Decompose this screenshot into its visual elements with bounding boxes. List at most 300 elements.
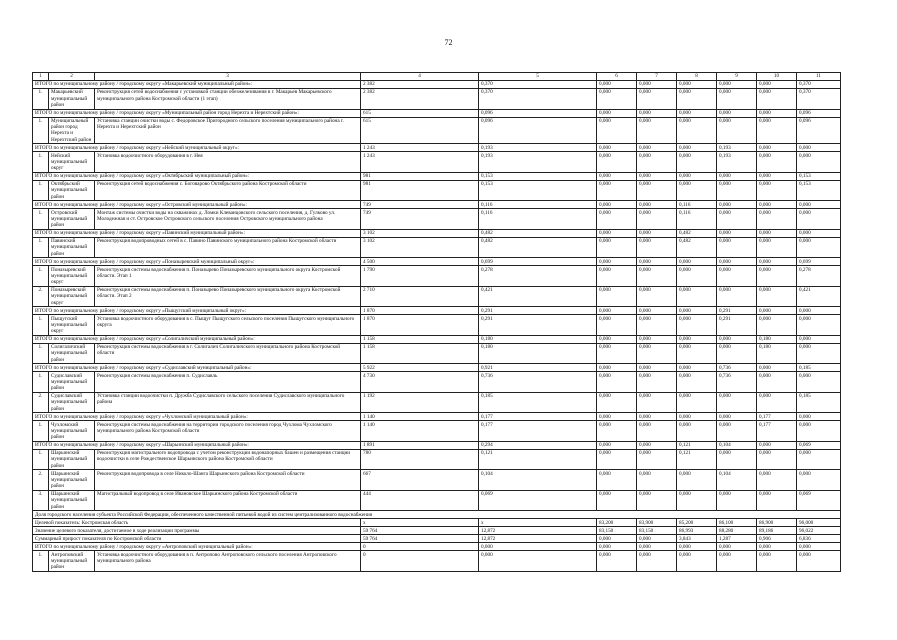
value-cell: 0,000 <box>637 117 677 144</box>
value-cell: 83,900 <box>637 519 677 527</box>
value-cell: 0,000 <box>797 372 841 392</box>
row-number: 2. <box>33 392 49 412</box>
value-cell: 0,000 <box>597 490 637 510</box>
value-cell: 0,000 <box>797 315 841 335</box>
municipality-name: Макарьевский муниципальный район <box>49 89 95 109</box>
value-cell: 0,000 <box>677 413 717 421</box>
value-cell: 3 102 <box>361 237 479 257</box>
value-cell: 0,000 <box>677 81 717 89</box>
project-row <box>33 180 841 200</box>
project-description: Монтаж системы очистки воды на скважинах д. Ломки Клеванцовского сельского поселения, д. Гулково ул. Молодежная и ст. Островское Островского сельского поселения Островского муниципального района <box>95 209 361 229</box>
project-description: Магистральный водопровод в селе Ивановское Шарьинского района Костромской области <box>95 490 361 510</box>
value-cell: 0,000 <box>597 209 637 229</box>
total-row <box>33 543 841 551</box>
municipality-name: Нейский муниципальный округ <box>49 152 95 172</box>
value-cell: 0,370 <box>479 89 597 109</box>
project-description: Установка водоочистного оборудования в п. Антропово Антроповского сельского поселения Антроповского муниципального района <box>95 551 361 571</box>
project-description: Реконструкция системы водоснабжения п. Судиславль <box>95 372 361 392</box>
value-cell: 0,000 <box>637 201 677 209</box>
value-cell: 1 243 <box>361 152 479 172</box>
value-cell: 0,000 <box>757 172 797 180</box>
total-label: ИТОГО по муниципальному району / городскому округу «Антроповский муниципальный район»: <box>33 543 361 551</box>
value-cell: 0,153 <box>479 172 597 180</box>
value-cell: 86,900 <box>757 519 797 527</box>
value-cell: 0,000 <box>677 543 717 551</box>
value-cell: 0,000 <box>637 172 677 180</box>
value-cell: 0,000 <box>757 551 797 571</box>
header-cell: 2 <box>49 73 95 81</box>
value-cell: 0,000 <box>797 421 841 441</box>
value-cell: 0,000 <box>717 421 757 441</box>
value-cell: 59 764 <box>361 527 479 535</box>
value-cell: 0,000 <box>677 551 717 571</box>
value-cell: 0,000 <box>677 286 717 306</box>
row-number: 2. <box>33 286 49 306</box>
header-row <box>33 73 841 81</box>
total-row <box>33 201 841 209</box>
value-cell: x <box>479 519 597 527</box>
value-cell: 0,000 <box>677 315 717 335</box>
value-cell: 0,000 <box>717 117 757 144</box>
value-cell: 0,482 <box>677 237 717 257</box>
value-cell: 0,104 <box>479 470 597 490</box>
value-cell: 0,000 <box>597 441 637 449</box>
value-cell: 0,000 <box>677 392 717 412</box>
value-cell: 0,000 <box>797 144 841 152</box>
value-cell: 0,000 <box>597 392 637 412</box>
value-cell: 0,736 <box>717 372 757 392</box>
value-cell: 0,000 <box>717 229 757 237</box>
municipality-name: Поназыревский муниципальный округ <box>49 266 95 286</box>
project-row <box>33 237 841 257</box>
value-cell: 0,000 <box>677 109 717 117</box>
value-cell: 0,000 <box>637 392 677 412</box>
value-cell: 0,193 <box>717 144 757 152</box>
header-cell: 11 <box>797 73 841 81</box>
value-cell: 0,185 <box>797 364 841 372</box>
project-row <box>33 152 841 172</box>
municipality-name: Пыщугский муниципальный округ <box>49 315 95 335</box>
project-description: Реконструкция сетей водоснабжения с. Боговарово Октябрьского района Костромской области <box>95 180 361 200</box>
project-row <box>33 551 841 571</box>
value-cell: 0,000 <box>637 229 677 237</box>
value-cell: 0,121 <box>677 441 717 449</box>
value-cell: 0,000 <box>717 237 757 257</box>
value-cell: 0,000 <box>637 551 677 571</box>
total-label: ИТОГО по муниципальному району / городскому округу «Муниципальный район город Нерехта и Нерехтский район»: <box>33 109 361 117</box>
value-cell: 0,153 <box>797 180 841 200</box>
value-cell: 0,000 <box>597 449 637 469</box>
total-row <box>33 307 841 315</box>
header-cell: 6 <box>597 73 637 81</box>
header-cell: 3 <box>95 73 361 81</box>
value-cell: 0,000 <box>677 144 717 152</box>
value-cell: 0,121 <box>677 449 717 469</box>
page-number: 72 <box>444 38 453 47</box>
total-row <box>33 413 841 421</box>
project-row <box>33 392 841 412</box>
value-cell: 667 <box>361 470 479 490</box>
value-cell: 0,000 <box>797 307 841 315</box>
value-cell: 0,000 <box>797 237 841 257</box>
project-row <box>33 209 841 229</box>
value-cell: 0,000 <box>597 335 637 343</box>
value-cell: 86,993 <box>677 527 717 535</box>
value-cell: 0,000 <box>757 315 797 335</box>
value-cell: 0,000 <box>677 364 717 372</box>
value-cell: 0,000 <box>717 172 757 180</box>
value-cell: 88,280 <box>717 527 757 535</box>
value-cell: 0,482 <box>479 237 597 257</box>
value-cell: 0,291 <box>479 307 597 315</box>
municipality-name: Павинский муниципальный район <box>49 237 95 257</box>
value-cell: 0,000 <box>797 551 841 571</box>
value-cell: 0,000 <box>797 413 841 421</box>
value-cell: 1 870 <box>361 315 479 335</box>
project-description: Установка станции водоочистки п. Дружба Судиславского сельского поселения Судиславского муниципального района <box>95 392 361 412</box>
value-cell: 0,000 <box>757 109 797 117</box>
value-cell: 83,150 <box>637 527 677 535</box>
value-cell: 0,291 <box>717 307 757 315</box>
row-number: 1. <box>33 372 49 392</box>
value-cell: 0,000 <box>637 490 677 510</box>
project-row <box>33 490 841 510</box>
value-cell: 0,000 <box>757 392 797 412</box>
value-cell: 0,000 <box>797 470 841 490</box>
value-cell: 0,104 <box>717 470 757 490</box>
project-row <box>33 470 841 490</box>
value-cell: 3,843 <box>677 535 717 543</box>
value-cell: 0,000 <box>757 180 797 200</box>
total-row <box>33 144 841 152</box>
header-cell: 10 <box>757 73 797 81</box>
total-row <box>33 519 841 527</box>
value-cell: 0,000 <box>797 335 841 343</box>
value-cell: 96,000 <box>797 519 841 527</box>
value-cell: 0,000 <box>677 421 717 441</box>
value-cell: 0,000 <box>677 490 717 510</box>
value-cell: 0,177 <box>757 421 797 441</box>
total-label: ИТОГО по муниципальному району / городскому округу «Поназыревский муниципальный округ»: <box>33 258 361 266</box>
value-cell: 0,000 <box>597 258 637 266</box>
row-number: 3. <box>33 490 49 510</box>
total-label: ИТОГО по муниципальному району / городскому округу «Павинский муниципальный район»: <box>33 229 361 237</box>
value-cell: 0,000 <box>597 172 637 180</box>
project-row <box>33 266 841 286</box>
value-cell: 2 382 <box>361 89 479 109</box>
total-row <box>33 109 841 117</box>
value-cell: 0,121 <box>479 449 597 469</box>
project-description: Реконструкция системы водоснабжения п. Поназырево Поназыревского муниципального округа Костромской области. Этап 1 <box>95 266 361 286</box>
value-cell: 6,836 <box>797 535 841 543</box>
total-label: ИТОГО по муниципальному району / городскому округу «Судиславский муниципальный район»: <box>33 364 361 372</box>
value-cell: 749 <box>361 201 479 209</box>
total-row <box>33 535 841 543</box>
value-cell: 0,000 <box>677 258 717 266</box>
value-cell: 0,180 <box>757 335 797 343</box>
value-cell: 0,000 <box>597 343 637 363</box>
municipality-name: Поназыревский муниципальный округ <box>49 286 95 306</box>
total-row <box>33 172 841 180</box>
value-cell: 0,000 <box>717 180 757 200</box>
project-description: Установка водоочистного оборудования в г. Нея <box>95 152 361 172</box>
value-cell: 0,000 <box>637 286 677 306</box>
value-cell: 0,482 <box>479 229 597 237</box>
project-row <box>33 421 841 441</box>
value-cell: 0,000 <box>717 413 757 421</box>
value-cell: 0,096 <box>797 109 841 117</box>
value-cell: 0,906 <box>757 535 797 543</box>
municipality-name: Судиславский муниципальный район <box>49 372 95 392</box>
project-row <box>33 89 841 109</box>
value-cell: 0,000 <box>597 372 637 392</box>
value-cell: x <box>361 519 479 527</box>
value-cell: 0,000 <box>717 551 757 571</box>
value-cell: 0,000 <box>597 237 637 257</box>
value-cell: 0,116 <box>479 201 597 209</box>
value-cell: 0,000 <box>637 237 677 257</box>
value-cell: 0,000 <box>677 343 717 363</box>
project-description: Реконструкция сетей водоснабжения с установкой станции обезжелезивания в г. Макарьев Макарьевского муниципального района Костромской области (1 этап) <box>95 89 361 109</box>
value-cell: 0,000 <box>637 413 677 421</box>
value-cell: 85,200 <box>677 519 717 527</box>
value-cell: 96,022 <box>797 527 841 535</box>
municipality-name: Муниципальный район город Нерехта и Нерехтский район <box>49 117 95 144</box>
row-number: 2. <box>33 470 49 490</box>
value-cell: 0,000 <box>717 266 757 286</box>
row-number: 1. <box>33 209 49 229</box>
value-cell: 0,000 <box>637 335 677 343</box>
indicator-title: Доля городского населения субъекта Российской Федерации, обеспеченного качественной питьевой водой из систем централизованного водоснабжения <box>33 511 841 519</box>
value-cell: 0,000 <box>597 81 637 89</box>
value-cell: 0,294 <box>479 441 597 449</box>
value-cell: 0,000 <box>637 449 677 469</box>
value-cell: 0,000 <box>637 364 677 372</box>
value-cell: 0,000 <box>797 152 841 172</box>
value-cell: 1 790 <box>361 266 479 286</box>
municipality-name: Октябрьский муниципальный район <box>49 180 95 200</box>
value-cell: 0,370 <box>797 81 841 89</box>
value-cell: 615 <box>361 117 479 144</box>
total-row <box>33 527 841 535</box>
value-cell: 0,000 <box>677 335 717 343</box>
header-cell: 5 <box>479 73 597 81</box>
value-cell: 0,153 <box>479 180 597 200</box>
value-cell: 0,180 <box>479 343 597 363</box>
value-cell: 0,180 <box>479 335 597 343</box>
value-cell: 0,000 <box>717 392 757 412</box>
value-cell: 981 <box>361 180 479 200</box>
value-cell: 0,000 <box>597 152 637 172</box>
total-label: Целевой показатель: Костромская область <box>33 519 361 527</box>
municipality-name: Шарьинский муниципальный район <box>49 449 95 469</box>
value-cell: 1 891 <box>361 441 479 449</box>
value-cell: 0,736 <box>479 372 597 392</box>
value-cell: 0,069 <box>797 490 841 510</box>
total-label: ИТОГО по муниципальному району / городскому округу «Шарьинский муниципальный район»: <box>33 441 361 449</box>
value-cell: 0,921 <box>479 364 597 372</box>
value-cell: 0,000 <box>757 372 797 392</box>
value-cell: 0,185 <box>797 392 841 412</box>
value-cell: 0,000 <box>717 286 757 306</box>
total-label: ИТОГО по муниципальному району / городскому округу «Макарьевский муниципальный район»: <box>33 81 361 89</box>
total-label: Суммарный прирост показателя по Костромской области <box>33 535 361 543</box>
value-cell: 4 730 <box>361 372 479 392</box>
value-cell: 0,291 <box>479 315 597 335</box>
value-cell: 0,000 <box>757 229 797 237</box>
value-cell: 0,000 <box>597 413 637 421</box>
value-cell: 1 158 <box>361 335 479 343</box>
row-number: 1. <box>33 421 49 441</box>
value-cell: 59 764 <box>361 535 479 543</box>
municipality-name: Островский муниципальный район <box>49 209 95 229</box>
value-cell: 0 <box>361 543 479 551</box>
municipality-name: Чухломский муниципальный район <box>49 421 95 441</box>
value-cell: 0,000 <box>637 89 677 109</box>
value-cell: 0,736 <box>717 364 757 372</box>
row-number: 1. <box>33 152 49 172</box>
value-cell: 0,000 <box>597 109 637 117</box>
value-cell: 0,000 <box>757 364 797 372</box>
value-cell: 0,000 <box>717 449 757 469</box>
project-description: Реконструкция водопроводных сетей в с. Павино Павинского муниципального района Костромской области <box>95 237 361 257</box>
value-cell: 1 158 <box>361 343 479 363</box>
value-cell: 0,000 <box>757 144 797 152</box>
value-cell: 0,291 <box>717 315 757 335</box>
value-cell: 0,000 <box>677 89 717 109</box>
value-cell: 0,000 <box>677 372 717 392</box>
value-cell: 0,000 <box>597 364 637 372</box>
value-cell: 0,193 <box>479 152 597 172</box>
value-cell: 0,000 <box>597 144 637 152</box>
value-cell: 0,000 <box>597 266 637 286</box>
value-cell: 0,000 <box>637 421 677 441</box>
value-cell: 0,278 <box>797 266 841 286</box>
value-cell: 981 <box>361 172 479 180</box>
value-cell: 0,000 <box>717 201 757 209</box>
value-cell: 0,000 <box>757 89 797 109</box>
value-cell: 0,000 <box>757 258 797 266</box>
value-cell: 0,096 <box>797 117 841 144</box>
municipality-name: Шарьинский муниципальный район <box>49 470 95 490</box>
row-number: 1. <box>33 551 49 571</box>
header-cell: 4 <box>361 73 479 81</box>
value-cell: 0,000 <box>757 237 797 257</box>
value-cell: 0,000 <box>597 543 637 551</box>
value-cell: 0,000 <box>597 180 637 200</box>
project-row <box>33 286 841 306</box>
value-cell: 0,000 <box>717 335 757 343</box>
value-cell: 0,116 <box>479 209 597 229</box>
value-cell: 0,000 <box>717 490 757 510</box>
value-cell: 0,177 <box>479 421 597 441</box>
value-cell: 0,000 <box>717 109 757 117</box>
value-cell: 0,000 <box>717 543 757 551</box>
project-row <box>33 343 841 363</box>
value-cell: 0,000 <box>597 229 637 237</box>
value-cell: 0,000 <box>757 441 797 449</box>
value-cell: 0,278 <box>479 266 597 286</box>
value-cell: 0,104 <box>717 441 757 449</box>
total-row <box>33 335 841 343</box>
value-cell: 0,000 <box>637 144 677 152</box>
value-cell: 0,000 <box>637 180 677 200</box>
total-row <box>33 441 841 449</box>
value-cell: 0,116 <box>677 201 717 209</box>
total-row <box>33 364 841 372</box>
value-cell: 0,000 <box>797 449 841 469</box>
value-cell: 0,000 <box>677 117 717 144</box>
value-cell: 780 <box>361 449 479 469</box>
value-cell: 0,000 <box>717 89 757 109</box>
value-cell: 3 102 <box>361 229 479 237</box>
value-cell: 0,482 <box>677 229 717 237</box>
project-description: Реконструкция системы водоснабжения п. Поназырево Поназыревского муниципального округа Костромской области. Этап 2 <box>95 286 361 306</box>
value-cell: 0,000 <box>597 117 637 144</box>
value-cell: 83,150 <box>597 527 637 535</box>
value-cell: 0,000 <box>637 372 677 392</box>
value-cell: 0,000 <box>677 307 717 315</box>
row-number: 1. <box>33 266 49 286</box>
value-cell: 0 <box>361 551 479 571</box>
value-cell: 0,000 <box>797 343 841 363</box>
project-description: Реконструкция магистрального водопровода с учетом реконструкции водонапорных башен и размещения станции водоочистки в селе Рождественское Шарьинского района Костромской области <box>95 449 361 469</box>
project-row <box>33 117 841 144</box>
project-description: Реконструкция системы водоснабжения на территории городского поселения город Чухлома Чухломского муниципального района Костромской области <box>95 421 361 441</box>
row-number: 1. <box>33 343 49 363</box>
value-cell: 0,000 <box>637 343 677 363</box>
indicator-title-row <box>33 511 841 519</box>
value-cell: 0,096 <box>479 109 597 117</box>
program-table <box>32 72 841 572</box>
municipality-name: Антроповский муниципальный район <box>49 551 95 571</box>
value-cell: 0,000 <box>597 551 637 571</box>
value-cell: 0,000 <box>757 470 797 490</box>
total-label: ИТОГО по муниципальному району / городскому округу «Чухломский муниципальный район»: <box>33 413 361 421</box>
total-label: ИТОГО по муниципальному району / городскому округу «Солигаличский муниципальный район»: <box>33 335 361 343</box>
value-cell: 0,000 <box>597 421 637 441</box>
value-cell: 0,000 <box>757 209 797 229</box>
header-cell: 1 <box>33 73 49 81</box>
value-cell: 0,000 <box>637 315 677 335</box>
value-cell: 0,000 <box>717 81 757 89</box>
value-cell: 0,000 <box>637 109 677 117</box>
row-number: 1. <box>33 89 49 109</box>
header-cell: 9 <box>717 73 757 81</box>
project-description: Установка станции очистки воды с. Федоровское Пригородного сельского поселения муниципального района г. Нерехта и Нерехтский район <box>95 117 361 144</box>
value-cell: 0,000 <box>637 307 677 315</box>
total-row <box>33 258 841 266</box>
total-label: Значение целевого показателя, достигаемое в ходе реализации программы <box>33 527 361 535</box>
value-cell: 0,000 <box>797 201 841 209</box>
row-number: 1. <box>33 180 49 200</box>
value-cell: 0,000 <box>597 201 637 209</box>
value-cell: 749 <box>361 209 479 229</box>
value-cell: 0,193 <box>717 152 757 172</box>
value-cell: 0,000 <box>757 449 797 469</box>
value-cell: 615 <box>361 109 479 117</box>
value-cell: 0,000 <box>637 81 677 89</box>
project-row <box>33 315 841 335</box>
value-cell: 0,000 <box>677 470 717 490</box>
value-cell: 0,000 <box>597 307 637 315</box>
total-label: ИТОГО по муниципальному району / городскому округу «Островский муниципальный район»: <box>33 201 361 209</box>
value-cell: 4 500 <box>361 258 479 266</box>
value-cell: 0,000 <box>597 315 637 335</box>
value-cell: 1 140 <box>361 421 479 441</box>
project-row <box>33 449 841 469</box>
value-cell: 0,000 <box>757 117 797 144</box>
